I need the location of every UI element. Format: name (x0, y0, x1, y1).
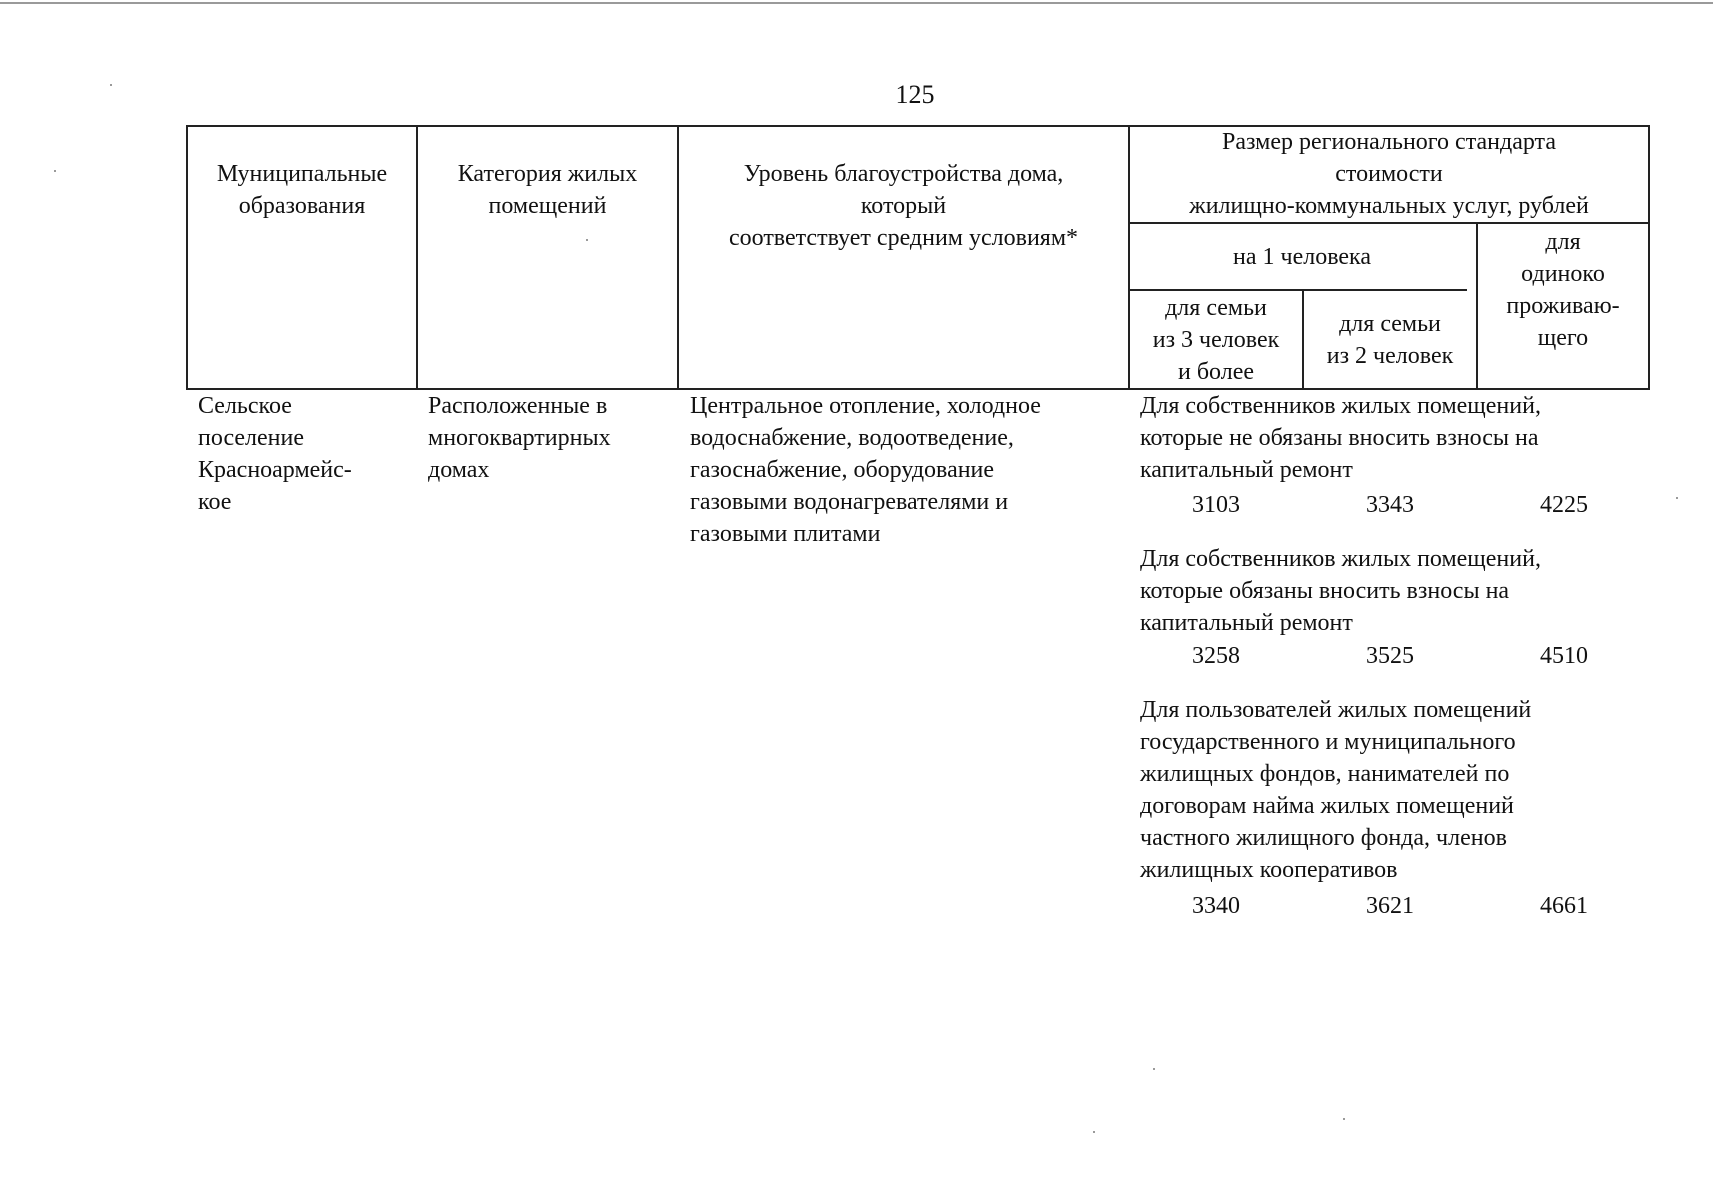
per-person-subheader-line (1128, 289, 1467, 291)
group-1-family3-value: 3103 (1192, 492, 1240, 518)
header-single: для одиноко проживаю- щего (1506, 229, 1620, 351)
scan-speck (110, 84, 112, 86)
page-number: 125 (895, 80, 935, 109)
header-standard: Размер регионального стандарта стоимости жилищно-коммунальных услуг, рублей (1189, 129, 1589, 219)
header-divider-1 (416, 125, 418, 390)
group-2-label: Для собственников жилых помещений, которые обязаны вносить взносы на капитальный ремонт (1140, 546, 1541, 636)
header-divider-2 (677, 125, 679, 390)
scan-speck (586, 239, 588, 241)
scan-speck (1676, 497, 1678, 499)
standard-subheader-line (1128, 222, 1650, 224)
header-municipal: Муниципальные образования (216, 161, 388, 219)
header-right-border (1648, 125, 1650, 390)
group-1-family2-value: 3343 (1366, 492, 1414, 518)
row-category: Расположенные в многоквартирных домах (428, 393, 611, 483)
scan-speck (1343, 1118, 1345, 1120)
row-amenities: Центральное отопление, холодное водоснабжение, водоотведение, газоснабжение, оборудование газовыми водонагревателями и газовыми плитами (690, 393, 1041, 547)
header-left-border (186, 125, 188, 390)
header-amenities: Уровень благоустройства дома, который соответствует средним условиям* (728, 161, 1079, 251)
group-3-single-value: 4661 (1540, 893, 1588, 919)
group-3-family2-value: 3621 (1366, 893, 1414, 919)
scan-speck (1093, 1131, 1095, 1133)
group-3-label: Для пользователей жилых помещений государственного и муниципального жилищных фондов, нанимателей по договорам найма жилых помещений частного жилищного фонда, членов жилищных кооперативов (1140, 697, 1532, 883)
group-3-family3-value: 3340 (1192, 893, 1240, 919)
header-divider-3 (1128, 125, 1130, 390)
single-column-divider (1476, 222, 1478, 390)
group-1-single-value: 4225 (1540, 492, 1588, 518)
row-municipal: Сельское поселение Красноармейс- кое (198, 393, 352, 515)
header-family-3: для семьи из 3 человек и более (1152, 295, 1280, 385)
header-family-2: для семьи из 2 человек (1326, 311, 1454, 369)
group-2-single-value: 4510 (1540, 643, 1588, 669)
group-2-family3-value: 3258 (1192, 643, 1240, 669)
scan-speck (1153, 1068, 1155, 1070)
scan-speck (54, 170, 56, 172)
family-column-divider (1302, 289, 1304, 390)
group-2-family2-value: 3525 (1366, 643, 1414, 669)
header-per-person: на 1 человека (1233, 244, 1371, 270)
header-category: Категория жилых помещений (457, 161, 638, 219)
scan-edge-line (0, 2, 1713, 4)
group-1-label: Для собственников жилых помещений, которые не обязаны вносить взносы на капитальный ремонт (1140, 393, 1541, 483)
